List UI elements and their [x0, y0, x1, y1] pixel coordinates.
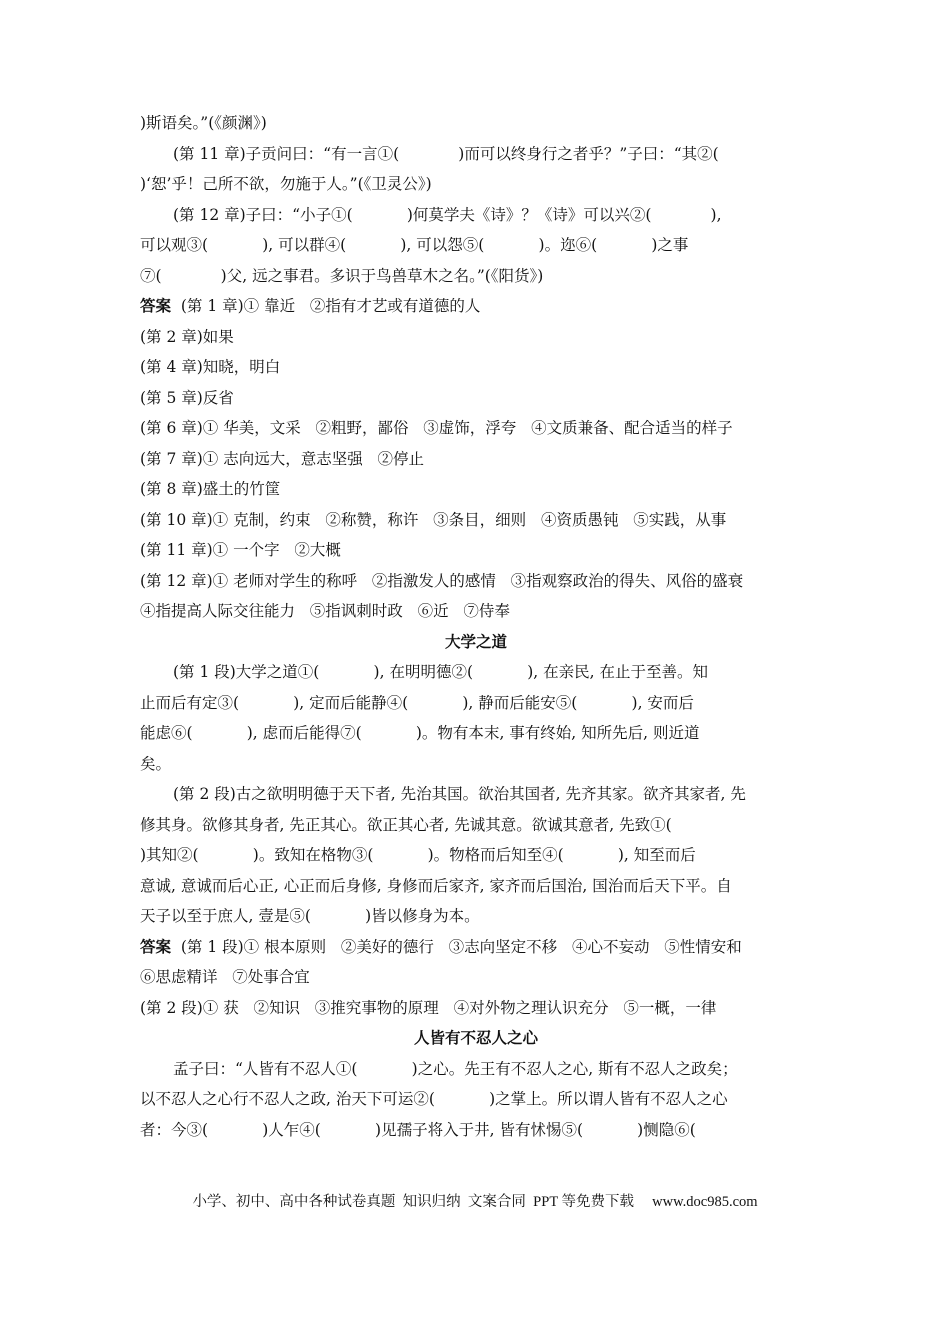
text-line: 孟子曰：“人皆有不忍人①( )之心。先王有不忍人之心, 斯有不忍人之政矣； [173, 1059, 738, 1078]
text-line: )‘恕’乎！己所不欲，勿施于人。”(《卫灵公》) [140, 175, 432, 193]
text-line: 以不忍人之心行不忍人之政, 治天下可运②( )之掌上。所以谓人皆有不忍人之心 [140, 1090, 728, 1108]
text-line: 天子以至于庶人, 壹是⑤( )皆以修身为本。 [140, 907, 480, 925]
text-line: 矣。 [140, 754, 172, 773]
answer-line: ④指提高人际交往能力 ⑤指讽刺时政 ⑥近 ⑦侍奉 [140, 602, 510, 620]
text-line: ⑦( )父, 远之事君。多识于鸟兽草木之名。”(《阳货》) [140, 266, 544, 285]
answer-line: (第 7 章)① 志向远大，意志坚强 ②停止 [140, 449, 425, 468]
text-line: )其知②( )。致知在格物③( )。物格而后知至④( ), 知至而后 [140, 846, 696, 864]
text-line: (第 2 段)古之欲明明德于天下者, 先治其国。欲治其国者, 先齐其家。欲齐其家者, 先 [173, 785, 746, 803]
answer-line: (第 11 章)① 一个字 ②大概 [140, 541, 341, 559]
text-line: 止而后有定③( ), 定而后能静④( ), 静而后能安⑤( ), 安而后 [140, 693, 694, 712]
answer-line [140, 932, 812, 963]
answer-line: (第 12 章)① 老师对学生的称呼 ②指激发人的感情 ③指观察政治的得失、风俗的盛衰 [140, 571, 744, 590]
answer-label: 答案 [140, 297, 172, 315]
text-line: 修其身。欲修其身者, 先正其心。欲正其心者, 先诚其意。欲诚其意者, 先致①( [140, 815, 672, 834]
answer-line: (第 10 章)① 克制，约束 ②称赞，称许 ③条目，细则 ④资质愚钝 ⑤实践，从事 [140, 510, 727, 529]
answer-line: (第 6 章)① 华美，文采 ②粗野，鄙俗 ③虚饰，浮夸 ④文质兼备、配合适当的样子 [140, 419, 733, 437]
section-daxue [140, 627, 812, 1024]
text-line: (第 12 章)子曰：“小子①( )何莫学夫《诗》？《诗》可以兴②( ), [173, 205, 722, 224]
answer-line: (第 2 章)如果 [140, 327, 234, 346]
section-title: 大学之道 [444, 632, 507, 651]
passage-analects [140, 108, 812, 291]
answer-block-analects [140, 291, 812, 627]
answer-line: ⑥思虑精详 ⑦处事合宜 [140, 968, 310, 986]
answer-text: (第 1 段)① 根本原则 ②美好的德行 ③志向坚定不移 ④心不妄动 ⑤性情安和 [171, 937, 742, 956]
answer-line: (第 2 段)① 获 ②知识 ③推究事物的原理 ④对外物之理认识充分 ⑤一概，一律 [140, 998, 717, 1017]
answer-line: (第 8 章)盛土的竹筐 [140, 480, 281, 498]
text-line: (第 1 段)大学之道①( ), 在明明德②( ), 在亲民, 在止于至善。知 [173, 663, 708, 681]
answer-line: (第 5 章)反省 [140, 388, 234, 407]
section-mencius [140, 1023, 812, 1145]
answer-line [140, 291, 812, 322]
text-line: )斯语矣。”(《颜渊》) [140, 114, 267, 132]
text-line: 者：今③( )人乍④( )见孺子将入于井, 皆有怵惕⑤( )恻隐⑥( [140, 1120, 696, 1139]
page-footer: 小学、初中、高中各种试卷真题 知识归纳 文案合同 PPT 等免费下载 www.doc985.com [192, 1194, 758, 1210]
text-line: 能虑⑥( ), 虑而后能得⑦( )。物有本末, 事有终始, 知所先后, 则近道 [140, 724, 700, 742]
answer-line: (第 4 章)知晓，明白 [140, 358, 281, 376]
text-line: (第 11 章)子贡问曰：“有一言①( )而可以终身行之者乎？”子曰：“其②( [173, 144, 719, 163]
text-line: 意诚, 意诚而后心正, 心正而后身修, 身修而后家齐, 家齐而后国治, 国治而后天下平。自 [140, 876, 732, 895]
section-title: 人皆有不忍人之心 [413, 1029, 538, 1047]
answer-label: 答案 [140, 937, 172, 956]
document-page [140, 108, 812, 1145]
answer-text: (第 1 章)① 靠近 ②指有才艺或有道德的人 [171, 297, 481, 315]
text-line: 可以观③( ), 可以群④( ), 可以怨⑤( )。迩⑥( )之事 [140, 236, 689, 254]
